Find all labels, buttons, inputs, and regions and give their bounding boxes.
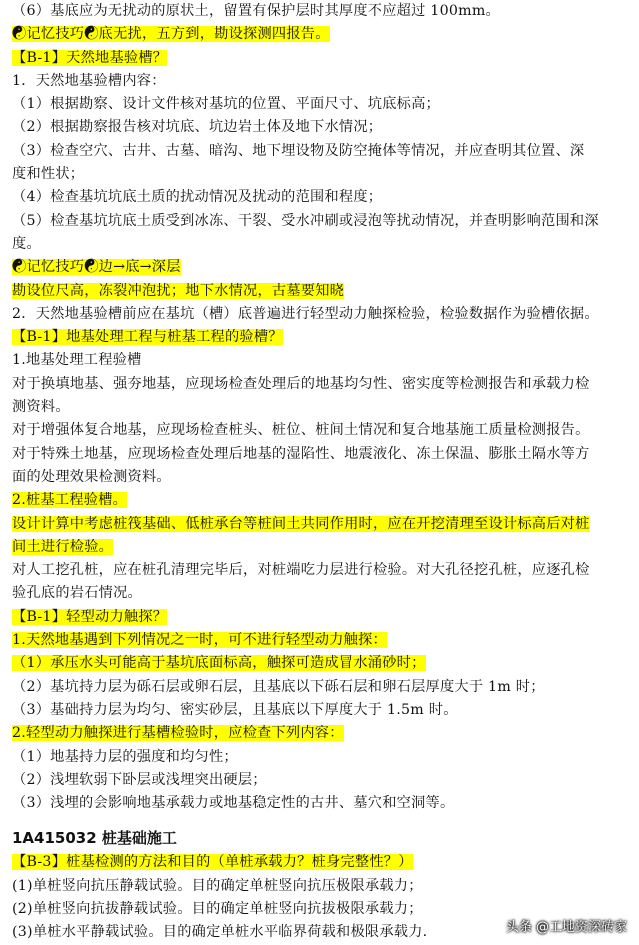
highlighted-text: 【B-1】轻型动力触探？	[12, 608, 168, 625]
text-line	[12, 676, 634, 699]
text-line	[12, 443, 634, 466]
text-line	[12, 0, 634, 23]
text-line	[12, 349, 634, 372]
text-line	[12, 722, 634, 745]
line-text: 对人工挖孔桩，应在桩孔清理完毕后，对桩端吃力层进行检验。对大孔径挖孔桩，应逐孔检	[12, 562, 590, 579]
text-line	[12, 419, 634, 442]
line-text: 对于特殊土地基，应现场检查处理后地基的湿陷性、地震液化、冻土保温、膨胀土隔水等方	[12, 445, 590, 462]
text-line	[12, 629, 634, 652]
line-text: （2）浅埋软弱下卧层或浅埋突出硬层；	[12, 771, 267, 788]
highlighted-text: 2.轻型动力触探进行基槽检验时，应检查下列内容：	[12, 725, 344, 742]
document-body	[12, 0, 634, 945]
line-text: 1.地基处理工程验槽	[12, 352, 142, 369]
text-line	[12, 513, 634, 536]
text-line	[12, 163, 634, 186]
text-line	[12, 233, 634, 256]
highlighted-text: 间土进行检验。	[12, 538, 114, 555]
text-line	[12, 373, 634, 396]
line-text: 对于换填地基、强夯地基，应现场检查处理后的地基均匀性、密实度等检测报告和承载力检	[12, 375, 590, 392]
line-text: （5）检查基坑坑底土质受到冰冻、干裂、受水冲刷或浸泡等扰动情况，并查明影响范围和深	[12, 212, 599, 229]
line-text: 1．天然地基验槽内容：	[12, 72, 166, 89]
text-line	[12, 489, 634, 512]
line-text: （2）基坑持力层为砾石层或卵石层，且基底以下砾石层和卵石层厚度大于 1m 时；	[12, 678, 545, 695]
text-line	[12, 792, 634, 815]
line-text: 面的处理效果检测资料。	[12, 468, 171, 485]
line-text: （2）根据勘察报告核对坑底、坑边岩土体及地下水情况；	[12, 119, 383, 136]
text-line	[12, 93, 634, 116]
line-text: 测资料。	[12, 399, 70, 416]
text-line	[12, 186, 634, 209]
highlighted-text: ☯记忆技巧☯底无扰，五方到，勘设探测四报告。	[12, 26, 330, 43]
text-line	[12, 769, 634, 792]
text-line	[12, 303, 634, 326]
line-text: 度。	[12, 235, 41, 252]
line-text: （3）基础持力层为均匀、密实砂层，且基底以下厚度大于 1.5m 时。	[12, 701, 458, 718]
text-line	[12, 582, 634, 605]
line-text: （3）浅埋的会影响地基承载力或地基稳定性的古井、墓穴和空洞等。	[12, 795, 455, 812]
line-text: 2．天然地基验槽前应在基坑（槽）底普遍进行轻型动力触探检验，检验数据作为验槽依据。	[12, 305, 599, 322]
highlighted-text: 2.桩基工程验槽。	[12, 492, 128, 509]
text-line	[12, 699, 634, 722]
text-line	[12, 70, 634, 93]
line-text: (1)单桩竖向抗压静载试验。目的确定单桩竖向抗压极限承载力；	[12, 877, 423, 894]
line-text: （4）检查基坑坑底土质的扰动情况及扰动的范围和程度；	[12, 189, 383, 206]
line-text: 度和性状；	[12, 166, 85, 183]
section-foundation-inspection	[12, 0, 634, 815]
text-line	[12, 652, 634, 675]
line-text: （6）基底应为无扰动的原状土，留置有保护层时其厚度不应超过 100mm。	[12, 3, 500, 19]
line-text: （1）地基持力层的强度和均匀性；	[12, 748, 238, 765]
text-line	[12, 47, 634, 70]
highlighted-text: 1.天然地基遇到下列情况之一时，可不进行轻型动力触探：	[12, 632, 387, 649]
highlighted-text: 设计计算中考虑桩筏基础、低桩承台等桩间土共同作用时，应在开挖清理至设计标高后对桩	[12, 515, 590, 532]
line-text: 对于增强体复合地基，应现场检查桩头、桩位、桩间土情况和复合地基施工质量检测报告。	[12, 422, 590, 439]
text-line	[12, 851, 634, 874]
highlighted-text: 【B-1】天然地基验槽？	[12, 49, 168, 66]
text-line	[12, 116, 634, 139]
text-line	[12, 536, 634, 559]
text-line	[12, 210, 634, 233]
text-line	[12, 466, 634, 489]
text-line	[12, 559, 634, 582]
text-line	[12, 140, 634, 163]
text-line	[12, 23, 634, 46]
highlighted-text: ☯记忆技巧☯边→底→深层	[12, 259, 181, 276]
section-heading: 1A415032 桩基础施工	[12, 829, 177, 848]
text-line	[12, 606, 634, 629]
highlighted-text: 勘设位尺高，冻裂冲泡扰；地下水情况，古墓要知晓	[12, 282, 345, 299]
line-text: (2)单桩竖向抗拔静载试验。目的确定单桩竖向抗拔极限承载力；	[12, 900, 423, 917]
highlighted-text: 【B-3】桩基检测的方法和目的（单桩承载力？桩身完整性？）	[12, 854, 413, 871]
text-line	[12, 326, 634, 349]
line-text: (3)单桩水平静载试验。目的确定单桩水平临界荷载和极限承载力.	[12, 924, 428, 941]
text-line	[12, 746, 634, 769]
text-line	[12, 280, 634, 303]
watermark: 头条 @工地资深砖家	[505, 920, 627, 935]
text-line	[12, 256, 634, 279]
highlighted-text: （1）承压水头可能高于基坑底面标高，触探可造成冒水涌砂时；	[12, 655, 426, 672]
line-text: 验孔底的岩石情况。	[12, 585, 142, 602]
line-text: （3）检查空穴、古井、古墓、暗沟、地下埋设物及防空掩体等情况，并应查明其位置、深	[12, 142, 585, 159]
highlighted-text: 【B-1】地基处理工程与桩基工程的验槽？	[12, 329, 283, 346]
text-line	[12, 396, 634, 419]
text-line	[12, 875, 634, 898]
line-text: （1）根据勘察、设计文件核对基坑的位置、平面尺寸、坑底标高；	[12, 96, 440, 113]
